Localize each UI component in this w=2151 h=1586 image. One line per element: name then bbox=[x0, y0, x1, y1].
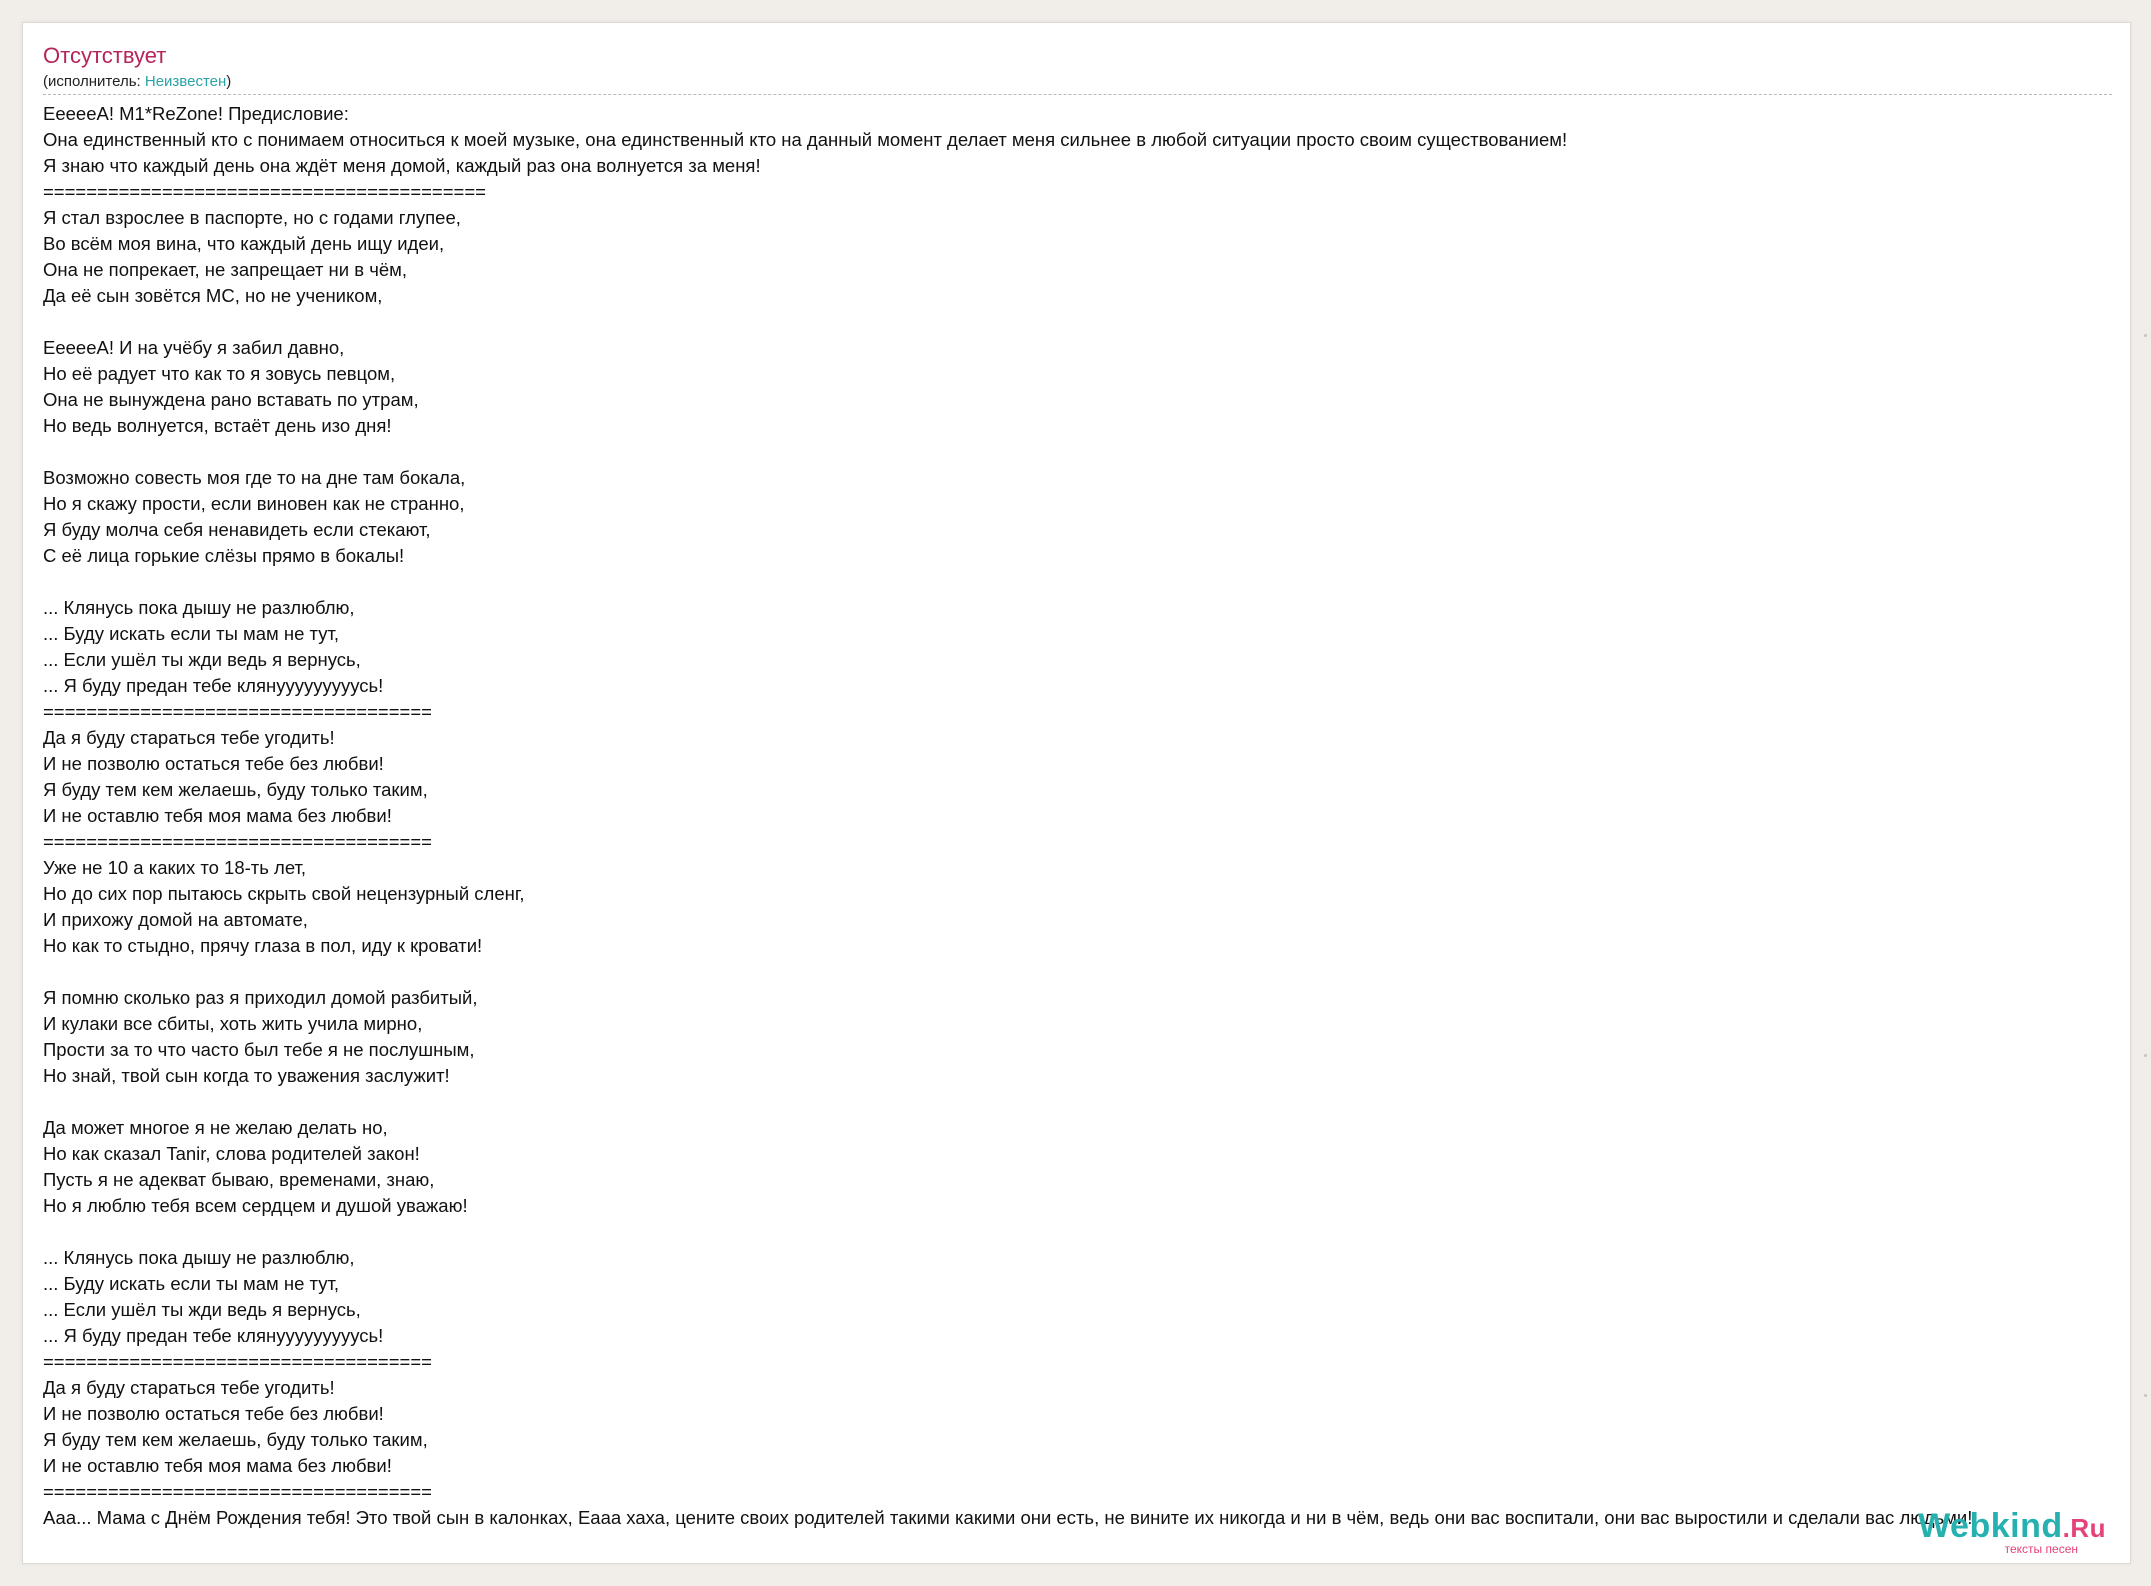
site-logo-wordmark bbox=[1918, 1509, 2106, 1545]
artist-prefix: (исполнитель: bbox=[43, 73, 145, 90]
song-header bbox=[43, 43, 2112, 95]
lyrics-page bbox=[22, 22, 2131, 1564]
edge-dot bbox=[2144, 334, 2147, 337]
edge-dot bbox=[2144, 1054, 2147, 1057]
song-title: Отсутствует bbox=[43, 43, 167, 68]
site-logo-tagline: тексты песен bbox=[2004, 1542, 2078, 1556]
lyrics-text: ЕееееА! M1*ReZone! Предисловие: Она единственный кто с понимаем относиться к моей музыке, она единственный кто на данный момент делает меня сильнее в любой ситуации просто своим существованием! Я знаю что каждый день она ждёт меня домой, каждый раз она волнуется за меня! ========================================= Я стал взрослее в паспорте, но с годами глупее, Во всём моя вина, что каждый день ищу идеи, Она не попрекает, не запрещает ни в чём, Да её сын зовётся МС, но не учеником, ЕееееА! И на учёбу я забил давно, Но её радует что как то я зовусь певцом, Она не вынуждена рано вставать по утрам, Но ведь волнуется, встаёт день изо дня! Возможно совесть моя где то на дне там бокала, Но я скажу прости, если виновен как не странно, Я буду молча себя ненавидеть если стекают, С её лица горькие слёзы прямо в бокалы! ... Клянусь пока дышу не разлюблю, ... Буду искать если ты мам не тут, ... Если ушёл ты жди ведь я вернусь, ... Я буду предан тебе клянууууууууусь! ==================================== Да я буду стараться тебе угодить! И не позволю остаться тебе без любви! Я буду тем кем желаешь, буду только таким, И не оставлю тебя моя мама без любви! ==================================== Уже не 10 а каких то 18-ть лет, Но до сих пор пытаюсь скрыть свой нецензурный сленг, И прихожу домой на автомате, Но как то стыдно, прячу глаза в пол, иду к кровати! Я помню сколько раз я приходил домой разбитый, И кулаки все сбиты, хоть жить учила мирно, Прости за то что часто был тебе я не послушным, Но знай, твой сын когда то уважения заслужит! Да может многое я не желаю делать но, Но как сказал Tanir, слова родителей закон! Пусть я не адекват бываю, временами, знаю, Но я люблю тебя всем сердцем и душой уважаю! ... Клянусь пока дышу не разлюблю, ... Буду искать если ты мам не тут, ... Если ушёл ты жди ведь я вернусь, ... Я буду предан тебе клянууууууууусь! ==================================== Да я буду стараться тебе угодить! И не позволю остаться тебе без любви! Я буду тем кем желаешь, буду только таким, И не оставлю тебя моя мама без любви! ==================================== Ааа... Мама с Днём Рождения тебя! Это твой сын в калонках, Еааа хаха, цените своих родителей такими какими они есть, не вините их никогда и ни в чём, ведь они вас воспитали, они вас выростили и сделали вас людьми! bbox=[43, 103, 1973, 1528]
edge-dot bbox=[2144, 1394, 2147, 1397]
site-logo-suffix: .Ru bbox=[2062, 1513, 2106, 1543]
artist-link[interactable]: Неизвестен bbox=[144, 73, 227, 90]
site-logo[interactable] bbox=[1918, 1509, 2106, 1555]
header-divider bbox=[43, 94, 2112, 95]
artist-line bbox=[43, 73, 2112, 91]
artist-suffix: ) bbox=[226, 73, 232, 90]
site-logo-name: Webkind bbox=[1918, 1507, 2063, 1545]
